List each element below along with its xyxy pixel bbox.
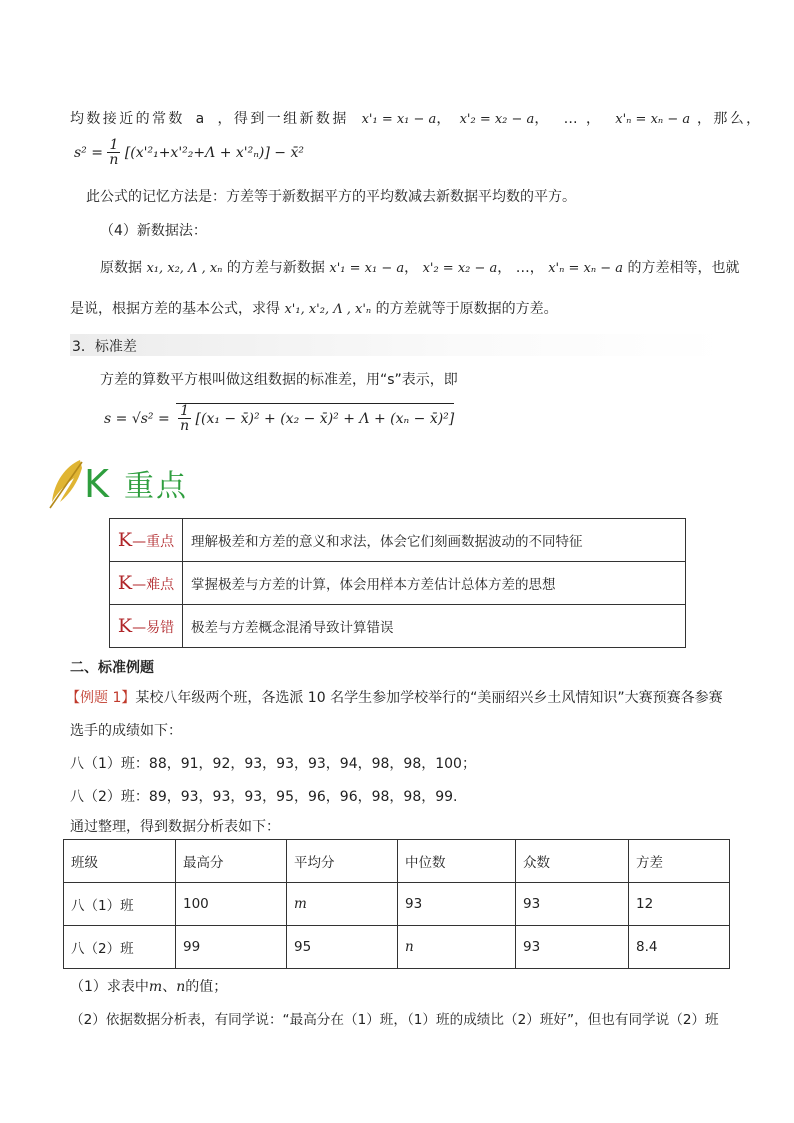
header-cell: 平均分 — [287, 840, 398, 883]
ellipsis: … — [563, 111, 580, 127]
fraction-denominator: n — [109, 152, 119, 168]
equation-x1: x'₁ = x₁ − a — [361, 112, 437, 127]
example-text: 某校八年级两个班，各选派 10 名学生参加学校举行的“美丽绍兴乡土风情知识”大赛预赛各参赛 — [135, 690, 723, 706]
section-heading-std-dev: 3．标准差 — [72, 339, 137, 355]
variable-n: n — [176, 979, 186, 995]
text-segment: 的方差与新数据 — [226, 260, 325, 276]
header-cell: 中位数 — [398, 840, 516, 883]
equation-x2: x'₂ = x₂ − a — [422, 261, 498, 276]
paragraph-new-data-conclusion — [70, 298, 558, 318]
table-row — [64, 883, 730, 926]
table-row — [110, 605, 686, 648]
table-intro: 通过整理，得到数据分析表如下： — [70, 819, 280, 835]
kpoint-text: 理解极差和方差的意义和求法，体会它们刻画数据波动的不同特征 — [183, 519, 686, 562]
paragraph-std-dev-definition: 方差的算数平方根叫做这组数据的标准差，用“s”表示，即 — [100, 372, 458, 388]
table-cell: 100 — [176, 883, 287, 926]
logo-title: 重点 — [124, 469, 188, 504]
table-cell: 八（2）班 — [64, 926, 176, 969]
table-cell: 93 — [398, 883, 516, 926]
table-row — [64, 926, 730, 969]
table-cell: 95 — [287, 926, 398, 969]
formula-lhs: s = √s² = — [104, 411, 170, 427]
formula-lhs: s² = — [74, 145, 103, 161]
header-cell: 班级 — [64, 840, 176, 883]
table-cell: 93 — [516, 926, 629, 969]
text-segment: 的值； — [185, 979, 228, 995]
math-new-data: x'₁, x'₂, Λ , x'ₙ — [284, 302, 372, 317]
fraction-denominator: n — [180, 418, 190, 434]
table-cell: 93 — [516, 883, 629, 926]
paragraph-new-data-intro: 均数接近的常数 a ，得到一组新数据 x'₁ = x₁ − a， x'₂ = x₂ − a， … ， x'ₙ = xₙ − a ，那么， — [70, 111, 763, 127]
data-analysis-table — [63, 839, 730, 969]
header-cell: 众数 — [516, 840, 629, 883]
table-row — [110, 562, 686, 605]
header-cell: 最高分 — [176, 840, 287, 883]
equation-xn: x'ₙ = xₙ − a — [548, 261, 624, 276]
class-2-scores: 八（2）班：89，93，93，93，95，96，96，98，98，99. — [70, 789, 458, 805]
table-cell: 99 — [176, 926, 287, 969]
table-cell: 8.4 — [629, 926, 730, 969]
text-segment: 、 — [162, 979, 177, 995]
fraction-1-over-n — [107, 138, 120, 168]
equation-xn: x'ₙ = xₙ − a — [615, 112, 691, 127]
logo-k-letter: K — [84, 462, 109, 506]
text-segment: ，那么， — [696, 111, 763, 127]
paragraph-new-data-method: 原数据 x₁, x₂, Λ , xₙ 的方差与新数据 x'₁ = x₁ − a， x'₂ = x₂ − a， …， x'ₙ = xₙ − a 的方差相等，也就 — [100, 260, 740, 276]
kpoint-tag: K—难点 — [110, 562, 183, 605]
ellipsis: … — [515, 260, 530, 276]
example-1-line-1 — [66, 687, 723, 707]
text-segment: 原数据 — [100, 260, 142, 276]
k-key-points-logo — [44, 458, 204, 510]
key-points-table — [109, 518, 686, 648]
kpoint-tag: K—易错 — [110, 605, 183, 648]
table-cell: n — [398, 926, 516, 969]
text-segment: 的方差就等于原数据的方差。 — [375, 301, 558, 317]
part-2-heading: 二、标准例题 — [70, 660, 154, 676]
sqrt-bar — [176, 403, 454, 434]
table-cell: m — [287, 883, 398, 926]
variable-m: m — [148, 979, 163, 995]
formula-variance-shortcut — [74, 138, 304, 168]
example-1-line-2: 选手的成绩如下： — [70, 723, 182, 739]
example-tag: 【例题 1】 — [66, 690, 136, 706]
formula-body: [(x₁ − x̄)² + (x₂ − x̄)² + Λ + (xₙ − x̄)²] — [195, 411, 455, 427]
table-cell: 12 — [629, 883, 730, 926]
table-cell: 八（1）班 — [64, 883, 176, 926]
fraction-numerator: 1 — [109, 137, 119, 153]
question-1 — [70, 976, 227, 996]
table-row — [110, 519, 686, 562]
heading-method-4: （4）新数据法： — [100, 223, 207, 239]
formula-standard-deviation — [104, 403, 454, 434]
text-segment: 的方差相等，也就 — [627, 260, 740, 276]
equation-x1: x'₁ = x₁ − a — [329, 261, 405, 276]
equation-x2: x'₂ = x₂ − a — [459, 112, 535, 127]
variable-a: a — [195, 111, 207, 127]
class-1-scores: 八（1）班：88，91，92，93，93，93，94，98，98，100； — [70, 756, 476, 772]
text-segment: 是说，根据方差的基本公式，求得 — [70, 301, 280, 317]
text-segment: 均数接近的常数 — [70, 111, 185, 127]
fraction-numerator: 1 — [180, 403, 190, 419]
paragraph-memory-method: 此公式的记忆方法是：方差等于新数据平方的平均数减去新数据平均数的平方。 — [86, 189, 576, 205]
question-2: （2）依据数据分析表，有同学说：“最高分在（1）班，（1）班的成绩比（2）班好”，但也有同学说（2）班 — [70, 1012, 719, 1028]
math-original-data: x₁, x₂, Λ , xₙ — [146, 261, 223, 276]
table-header-row — [64, 840, 730, 883]
kpoint-text: 极差与方差概念混淆导致计算错误 — [183, 605, 686, 648]
formula-body: [(x'²₁+x'²₂+Λ + x'²ₙ)] − x̄² — [124, 145, 304, 161]
text-segment: ，得到一组新数据 — [217, 111, 349, 127]
text-segment: （1）求表中 — [70, 979, 149, 995]
header-cell: 方差 — [629, 840, 730, 883]
kpoint-tag: K—重点 — [110, 519, 183, 562]
section-bar — [70, 334, 726, 356]
fraction-1-over-n — [178, 404, 191, 434]
kpoint-text: 掌握极差与方差的计算，体会用样本方差估计总体方差的思想 — [183, 562, 686, 605]
